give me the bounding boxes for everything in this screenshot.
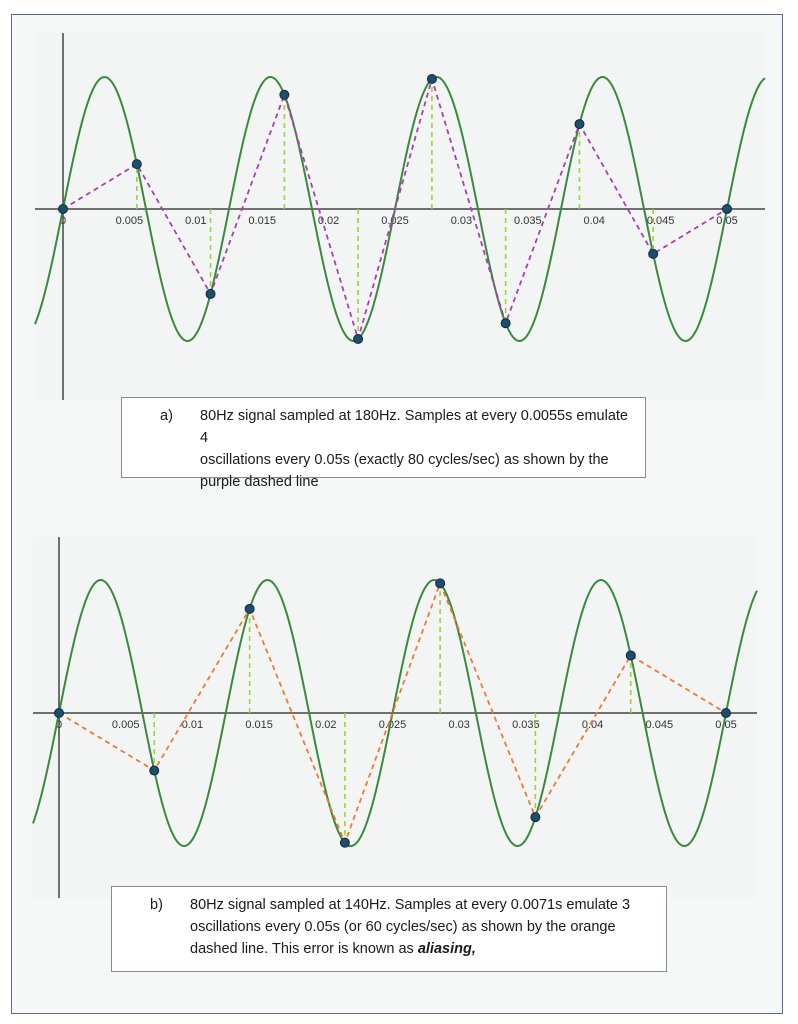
caption-label-a: a) [160,408,173,424]
x-tick-label: 0.015 [245,719,273,731]
sample-point [59,205,68,214]
caption-b-line-3-text: dashed line. This error is known as [190,941,418,957]
sample-point [206,289,215,298]
sample-point [722,709,731,718]
caption-label-b: b) [150,897,163,913]
caption-a-line-2: oscillations every 0.05s (exactly 80 cycles/sec) as shown by the [200,452,609,468]
x-tick-label: 0.035 [512,719,540,731]
x-tick-label: 0.025 [378,719,407,731]
x-tick-label: 0.05 [716,215,738,227]
x-tick-label: 0.035 [514,215,542,227]
caption-panel-b [111,886,667,972]
aliasing-term: aliasing, [417,941,476,957]
sample-point [723,205,732,214]
caption-b-line-1: 80Hz signal sampled at 140Hz. Samples at every 0.0071s emulate 3 [190,897,631,913]
x-tick-label: 0.01 [181,719,204,731]
sample-point [245,604,254,613]
sample-point [55,709,64,718]
x-tick-label: 0.03 [450,215,473,227]
sample-point [649,249,658,258]
x-tick-label: 0.045 [645,719,674,731]
x-tick-label: 0.03 [448,719,470,731]
x-tick-label: 0.015 [248,215,276,227]
chart-panel-b [33,537,757,898]
caption-panel-a [121,397,646,490]
x-tick-label: 0.05 [715,719,737,731]
sample-point [150,766,159,775]
sample-point [531,813,540,822]
sample-point [575,120,584,129]
sample-point [436,579,445,588]
x-tick-label: 0.01 [185,215,207,227]
caption-b-line-2: oscillations every 0.05s (or 60 cycles/sec) as shown by the orange [190,919,616,935]
caption-a-line-1: 80Hz signal sampled at 180Hz. Samples at every 0.0055s emulate 4 [200,408,628,446]
x-tick-label: 0 [55,719,63,731]
x-tick-label: 0.02 [317,215,340,227]
plot-area [33,537,757,898]
x-tick-label: 0.025 [381,215,409,227]
x-tick-label: 0.02 [315,719,337,731]
x-tick-label: 0.005 [111,719,140,731]
sample-point [626,651,635,660]
chart-panel-a [35,33,765,400]
sample-point [501,319,510,328]
x-tick-label: 0.005 [115,215,144,227]
caption-b-line-3 [190,938,656,960]
sample-point [354,335,363,344]
x-tick-label: 0.04 [583,215,605,227]
caption-a-line-3: purple dashed line [200,474,319,490]
x-tick-label: 0.04 [581,719,604,731]
x-tick-label: 0.045 [646,215,675,227]
sample-point [132,160,141,169]
x-tick-label: 0 [59,215,67,227]
sample-point [427,74,436,83]
sample-point [280,90,289,99]
sample-point [340,838,349,847]
